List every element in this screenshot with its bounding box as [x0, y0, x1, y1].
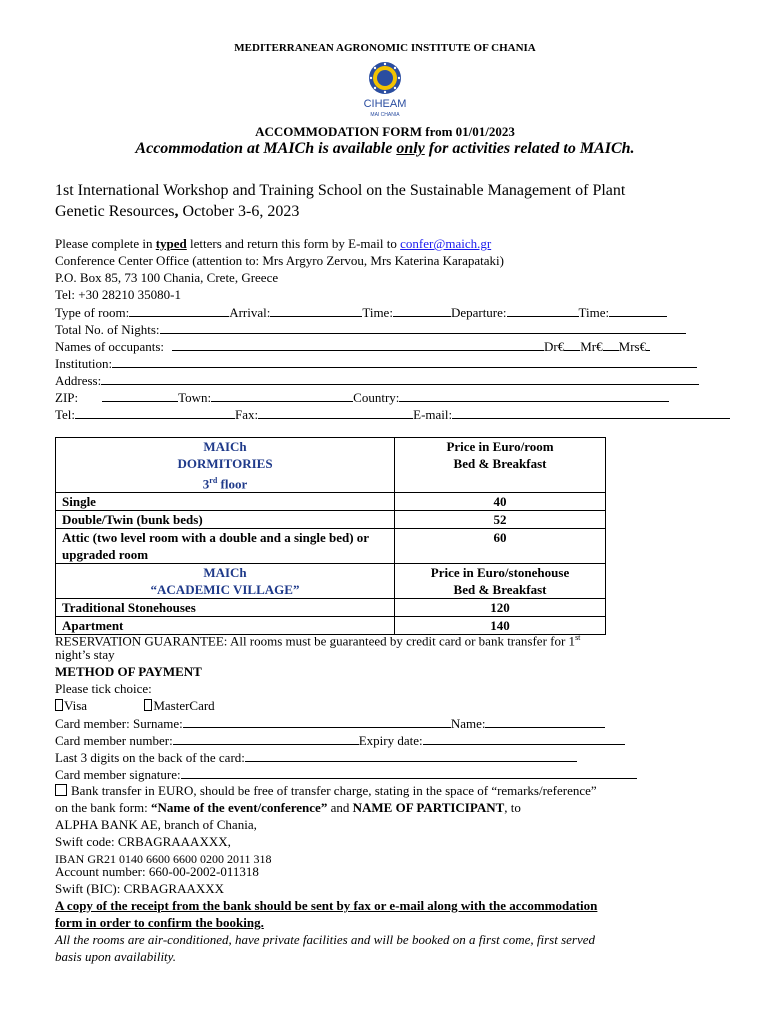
office-line: Conference Center Office (attention to: Mrs Argyro Zervou, Mrs Katerina Karapataki)	[55, 253, 504, 268]
euro-sign-icon: €	[596, 339, 603, 354]
cvv-field[interactable]	[245, 749, 577, 762]
surname-field[interactable]	[183, 715, 451, 728]
title-mrs-label: Mrs	[618, 339, 640, 354]
nights-field[interactable]	[160, 321, 686, 334]
room-type-cell: Traditional Stonehouses	[56, 599, 395, 617]
arrival-label: Arrival:	[229, 305, 271, 320]
surname-label: Card member: Surname:	[55, 716, 183, 731]
event-title-part: Genetic Resources	[55, 203, 175, 220]
email-label: E-mail:	[413, 407, 453, 422]
instructions-text: Please complete in	[55, 236, 156, 251]
instructions-text-2: letters and return this form by E-mail to	[186, 236, 401, 251]
title-dr-field[interactable]	[564, 338, 580, 351]
mastercard-checkbox[interactable]	[144, 699, 152, 711]
instructions-typed: typed	[155, 236, 187, 251]
event-title-comma: ,	[174, 203, 179, 220]
expiry-field[interactable]	[423, 732, 625, 745]
zip-label: ZIP:	[55, 390, 79, 405]
departure-time-field[interactable]	[609, 304, 667, 317]
room-price-cell: 40	[395, 493, 606, 511]
bank-name: ALPHA BANK AE, branch of Chania,	[55, 817, 257, 832]
card-choice-row	[55, 698, 215, 715]
arrival-time-field[interactable]	[393, 304, 451, 317]
dorm-header-line3	[62, 472, 388, 492]
visa-label: Visa	[64, 698, 88, 713]
signature-label: Card member signature:	[55, 767, 181, 782]
institution-field[interactable]	[112, 355, 697, 368]
room-price-cell: 52	[395, 511, 606, 529]
swift-bic: Swift (BIC): CRBAGRAAXXX	[55, 881, 225, 896]
room-price-table	[55, 437, 606, 635]
iban: IBAN GR21 0140 6600 6600 0200 2011 318	[55, 852, 272, 866]
fax-label: Fax:	[235, 407, 259, 422]
tel-label: Tel:	[55, 407, 76, 422]
availability-notice	[0, 140, 770, 158]
ciheam-logo	[358, 60, 412, 120]
floor-number: 3	[202, 476, 210, 492]
type-of-room-field[interactable]	[129, 304, 229, 317]
village-price-header-line1: Price in Euro/stonehouse	[430, 565, 570, 581]
logo-text: CIHEAM	[363, 98, 407, 110]
occupants-field[interactable]	[172, 338, 544, 351]
instructions-line	[55, 236, 491, 252]
receipt-notice-line2: form in order to confirm the booking.	[55, 915, 264, 930]
contact-email-link[interactable]: confer@maich.gr	[400, 236, 492, 251]
institution-label: Institution:	[55, 356, 113, 371]
title-mr-field[interactable]	[603, 338, 619, 351]
table-row	[56, 511, 606, 529]
room-type-cell: Apartment	[56, 617, 395, 635]
village-header-line2: “ACADEMIC VILLAGE”	[150, 582, 300, 598]
room-type-cell: Single	[56, 493, 395, 511]
reservation-guarantee	[55, 630, 580, 650]
visa-checkbox[interactable]	[55, 699, 63, 711]
bank-text: and	[327, 800, 353, 815]
nights-row	[55, 321, 686, 338]
dorm-header-line2: DORMITORIES	[177, 456, 273, 471]
tel-field[interactable]	[75, 406, 235, 419]
occupants-label: Names of occupants:	[55, 339, 165, 354]
table-row	[56, 599, 606, 617]
title-dr-label: Dr	[544, 339, 558, 354]
cvv-row	[55, 749, 577, 767]
payment-method-heading: METHOD OF PAYMENT	[55, 664, 202, 679]
address-row	[55, 372, 699, 389]
form-title: ACCOMMODATION FORM from 01/01/2023	[255, 124, 515, 139]
logo-subtext: MAI CHANIA	[370, 112, 400, 118]
village-price-header	[395, 564, 606, 599]
title-mrs-field[interactable]	[646, 338, 650, 351]
guarantee-text-2: night’s stay	[55, 647, 115, 662]
room-price-cell: 60	[395, 529, 606, 564]
ciheam-emblem-icon	[358, 60, 412, 120]
room-price-cell: 120	[395, 599, 606, 617]
town-label: Town:	[178, 390, 212, 405]
village-header-line1: MAICh	[203, 565, 247, 581]
country-field[interactable]	[399, 389, 669, 402]
departure-label: Departure:	[450, 305, 507, 320]
dorm-price-header	[395, 438, 606, 493]
town-field[interactable]	[211, 389, 353, 402]
occupants-row	[55, 338, 650, 355]
table-row	[56, 493, 606, 511]
name-field[interactable]	[485, 715, 605, 728]
address-label: Address:	[55, 373, 102, 388]
cvv-label: Last 3 digits on the back of the card:	[55, 750, 245, 765]
bank-transfer-text: Bank transfer in EURO, should be free of transfer charge, stating in the space of “remarks/reference”	[71, 783, 597, 798]
mastercard-label: MasterCard	[153, 698, 215, 713]
address-field[interactable]	[101, 372, 699, 385]
institute-name: MEDITERRANEAN AGRONOMIC INSTITUTE OF CHANIA	[234, 42, 536, 54]
event-title-line1: 1st International Workshop and Training School on the Sustainable Management of Plant	[55, 182, 626, 199]
event-title-line2	[55, 201, 735, 222]
zip-field[interactable]	[102, 389, 178, 402]
departure-time-label: Time:	[578, 305, 610, 320]
bank-text: , to	[504, 800, 521, 815]
signature-field[interactable]	[181, 766, 637, 779]
institution-row	[55, 355, 697, 372]
type-of-room-label: Type of room:	[55, 305, 130, 320]
guarantee-text: RESERVATION GUARANTEE: All rooms must be guaranteed by credit card or bank transfer for 1	[55, 633, 576, 649]
email-field[interactable]	[452, 406, 730, 419]
notice-prefix: Accommodation at MAICh is available	[135, 140, 397, 157]
tel-row	[55, 406, 730, 423]
room-price-cell: 140	[395, 617, 606, 635]
bank-participant: NAME OF PARTICIPANT	[352, 800, 505, 815]
village-header-row	[56, 564, 606, 599]
nights-label: Total No. of Nights:	[55, 322, 160, 337]
notice-emphasis: only	[396, 140, 425, 157]
postal-address: P.O. Box 85, 73 100 Chania, Crete, Greece	[55, 270, 279, 285]
event-date: October 3-6, 2023	[178, 203, 300, 220]
office-tel: Tel: +30 28210 35080-1	[55, 287, 181, 302]
bank-form-instructions	[55, 800, 521, 817]
event-title	[55, 180, 735, 222]
dorm-header	[56, 438, 395, 493]
bank-text: on the bank form:	[55, 800, 152, 815]
dorm-header-row	[56, 438, 606, 493]
swift-code: Swift code: CRBAGRAAAXXX,	[55, 834, 231, 849]
arrival-field[interactable]	[270, 304, 362, 317]
village-header	[56, 564, 395, 599]
account-number: Account number: 660-00-2002-011318	[55, 864, 259, 879]
arrival-time-label: Time:	[362, 305, 393, 320]
room-type-cell: Double/Twin (bunk beds)	[56, 511, 395, 529]
zip-row	[55, 389, 669, 406]
card-number-label: Card member number:	[55, 733, 173, 748]
departure-field[interactable]	[507, 304, 579, 317]
bank-event-name: “Name of the event/conference”	[151, 800, 328, 815]
room-type-row	[55, 304, 667, 321]
tick-choice-label: Please tick choice:	[55, 681, 152, 696]
fax-field[interactable]	[258, 406, 413, 419]
room-type-cell: Attic (two level room with a double and a single bed) or upgraded room	[56, 529, 395, 564]
receipt-notice-line1: A copy of the receipt from the bank should be sent by fax or e-mail along with the accommodation	[55, 898, 598, 913]
bank-transfer-row	[55, 783, 597, 800]
aircon-note-line2: basis upon availability.	[55, 949, 176, 964]
name-label: Name:	[450, 716, 486, 731]
price-header-line1: Price in Euro/room	[446, 439, 554, 454]
village-price-header-line2: Bed & Breakfast	[453, 582, 547, 598]
signature-row	[55, 766, 637, 784]
dorm-header-line1: MAICh	[203, 439, 247, 454]
euro-sign-icon: €	[557, 339, 565, 354]
euro-sign-icon: €	[639, 339, 647, 354]
expiry-label: Expiry date:	[358, 733, 423, 748]
guarantee-sup: st	[575, 633, 581, 642]
table-row	[56, 529, 606, 564]
card-name-row	[55, 715, 605, 733]
aircon-note-line1: All the rooms are air-conditioned, have private facilities and will be booked on a first come, first served	[55, 932, 595, 947]
price-header-line2: Bed & Breakfast	[453, 456, 547, 471]
bank-transfer-checkbox[interactable]	[55, 784, 67, 796]
floor-suffix: rd	[209, 476, 218, 485]
card-number-row	[55, 732, 625, 750]
floor-word: floor	[217, 476, 248, 492]
card-number-field[interactable]	[173, 732, 359, 745]
notice-suffix: for activities related to MAICh.	[424, 140, 635, 157]
title-mr-label: Mr	[580, 339, 597, 354]
country-label: Country:	[353, 390, 400, 405]
